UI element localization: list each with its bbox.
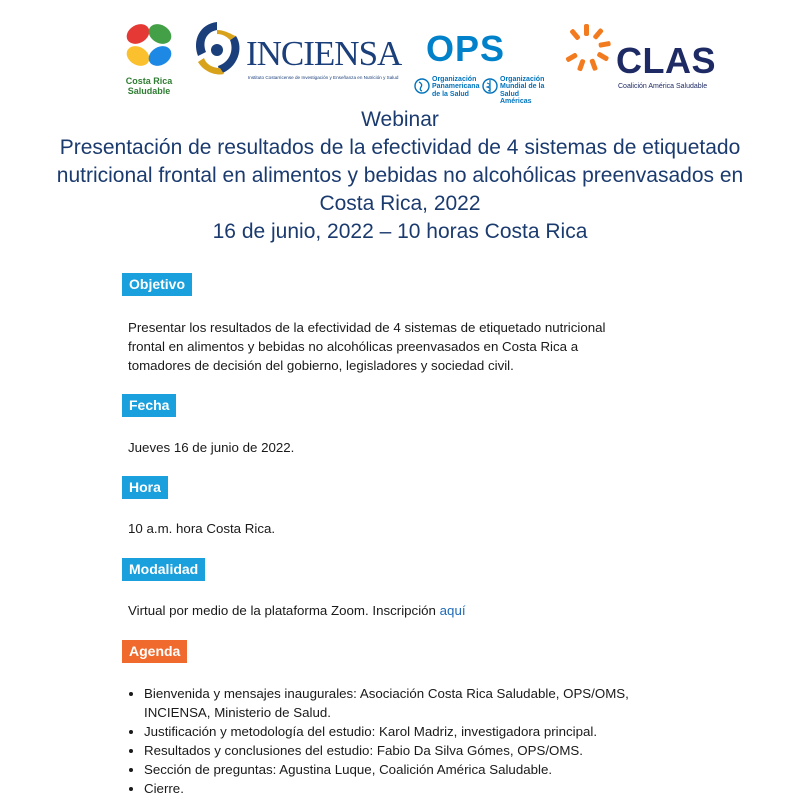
clas-logo: [562, 18, 722, 102]
inscripcion-link[interactable]: aquí: [439, 603, 466, 618]
agenda-item: • Bienvenida y mensajes inaugurales: Asociación Costa Rica Saludable, OPS/OMS, INCIENSA, Ministerio de Salud.: [144, 684, 664, 722]
modalidad-text: [128, 601, 466, 620]
hora-label: Hora: [122, 476, 168, 499]
objetivo-label: Objetivo: [122, 273, 192, 296]
clas-subtitle: Coalición América Saludable: [618, 83, 708, 90]
inciensa-wordmark: INCIENSA: [246, 34, 402, 73]
ops-logo: [410, 18, 560, 106]
event-title: Presentación de resultados de la efectividad de 4 sistemas de etiquetado nutricional frontal en alimentos y bebidas no alcohólicas preenvasados en Costa Rica, 2022: [56, 136, 744, 215]
objetivo-text: Presentar los resultados de la efectividad de 4 sistemas de etiquetado nutricional frontal en alimentos y bebidas no alcohólicas preenvasados en Costa Rica a tomadores de decisión del gobierno, legisladores y sociedad civil.: [128, 320, 606, 373]
modalidad-label: Modalidad: [122, 558, 205, 581]
agenda-item: • Sección de preguntas: Agustina Luque, Coalición América Saludable.: [144, 760, 664, 779]
sun-rays-icon: [562, 18, 612, 78]
webinar-kicker: Webinar: [361, 108, 439, 131]
paho-globe-icon: [414, 78, 430, 94]
agenda-label: Agenda: [122, 640, 187, 663]
hora-text: 10 a.m. hora Costa Rica.: [128, 521, 276, 536]
inciensa-emblem-icon: [190, 18, 244, 78]
who-org-name: Organización Mundial de la Salud Américas: [500, 76, 545, 106]
fecha-label: Fecha: [122, 394, 176, 417]
clas-wordmark: CLAS: [616, 40, 716, 81]
paho-org-name: Organización Panamericana de la Salud: [432, 76, 480, 98]
agenda-item: • Resultados y conclusiones del estudio: Fabio Da Silva Gómes, OPS/OMS.: [144, 741, 664, 760]
who-emblem-icon: [482, 78, 498, 94]
event-header: [0, 106, 800, 246]
agenda-item: • Justificación y metodología del estudio: Karol Madriz, investigadora principal.: [144, 722, 664, 741]
fecha-text: Jueves 16 de junio de 2022.: [128, 440, 295, 455]
hands-icon: [118, 18, 180, 74]
logo-strip: [118, 18, 718, 104]
inciensa-subtitle: Instituto Costarricense de Investigación y Enseñanza en Nutrición y Salud: [248, 75, 399, 80]
crs-wordmark: Costa Rica Saludable: [125, 76, 173, 96]
agenda-item: • Cierre.: [144, 779, 664, 798]
costa-rica-saludable-logo: [118, 18, 184, 102]
inciensa-logo: [190, 18, 400, 88]
agenda-list: [128, 684, 664, 798]
event-date: 16 de junio, 2022 – 10 horas Costa Rica: [212, 220, 588, 243]
ops-wordmark: OPS: [426, 28, 506, 69]
modalidad-description: Virtual por medio de la plataforma Zoom. Inscripción: [128, 603, 436, 618]
